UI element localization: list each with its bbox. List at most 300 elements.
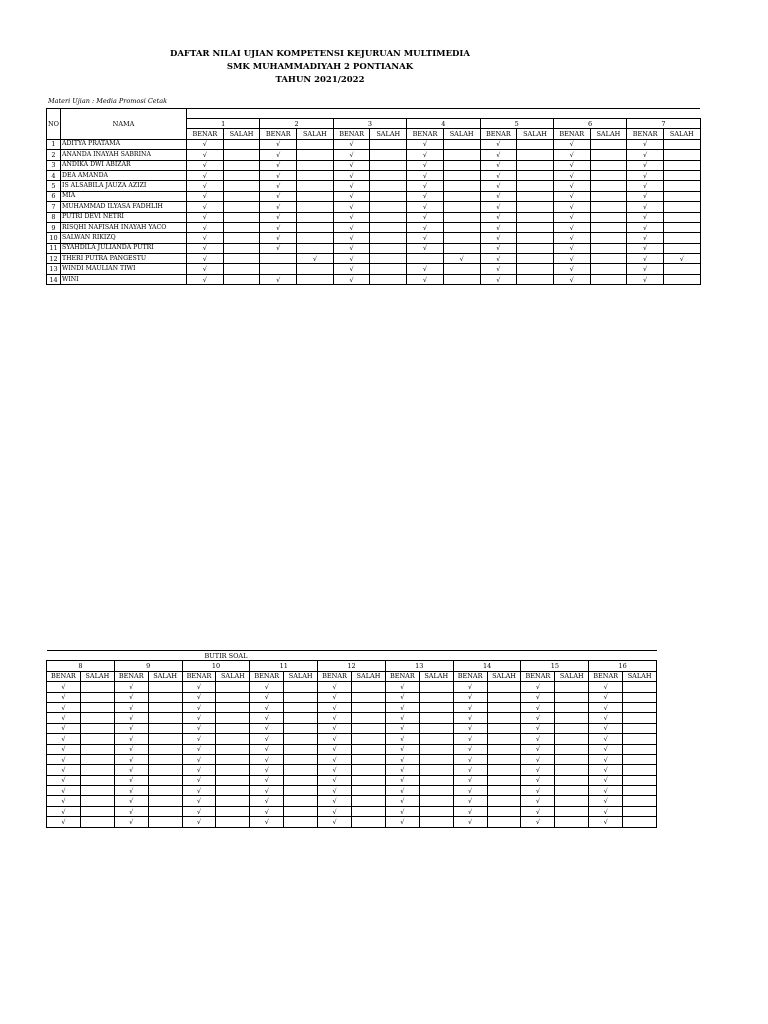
- salah-cell: [223, 243, 260, 253]
- benar-cell: √: [480, 202, 517, 212]
- salah-cell: [223, 160, 260, 170]
- benar-cell: √: [553, 264, 590, 274]
- salah-cell: √: [297, 254, 334, 264]
- benar-cell: √: [114, 692, 148, 702]
- benar-cell: √: [627, 181, 664, 191]
- student-no: 2: [47, 150, 61, 160]
- benar-cell: √: [260, 170, 297, 180]
- salah-cell: [555, 682, 589, 692]
- benar-cell: √: [114, 765, 148, 775]
- salah-cell: [223, 139, 260, 149]
- salah-cell: [216, 786, 250, 796]
- benar-cell: √: [589, 723, 623, 733]
- question-number: 11: [250, 661, 318, 671]
- salah-cell: [216, 796, 250, 806]
- benar-cell: √: [553, 254, 590, 264]
- salah-cell: [370, 222, 407, 232]
- benar-cell: √: [589, 765, 623, 775]
- benar-cell: √: [385, 734, 419, 744]
- salah-cell: [148, 754, 182, 764]
- benar-cell: √: [333, 150, 370, 160]
- benar-cell: √: [47, 765, 81, 775]
- salah-cell: [80, 765, 114, 775]
- salah-cell: [623, 723, 657, 733]
- salah-cell: [223, 254, 260, 264]
- benar-cell: √: [114, 786, 148, 796]
- student-no: 1: [47, 139, 61, 149]
- benar-cell: √: [114, 713, 148, 723]
- salah-cell: [216, 806, 250, 816]
- salah-cell: [80, 744, 114, 754]
- salah-cell: [80, 682, 114, 692]
- benar-cell: √: [333, 181, 370, 191]
- salah-cell: [297, 274, 334, 284]
- benar-header: BENAR: [521, 671, 555, 681]
- benar-cell: √: [385, 702, 419, 712]
- salah-cell: [663, 202, 700, 212]
- salah-cell: [419, 806, 453, 816]
- salah-cell: [487, 744, 521, 754]
- benar-cell: √: [187, 233, 224, 243]
- benar-cell: √: [318, 775, 352, 785]
- benar-cell: √: [627, 191, 664, 201]
- benar-cell: √: [521, 786, 555, 796]
- salah-cell: [487, 692, 521, 702]
- table-row: [47, 254, 701, 264]
- salah-header: SALAH: [297, 129, 334, 139]
- table-row: [47, 702, 657, 712]
- salah-cell: [555, 702, 589, 712]
- benar-cell: √: [182, 806, 216, 816]
- benar-cell: √: [407, 243, 444, 253]
- benar-cell: √: [114, 682, 148, 692]
- benar-cell: √: [250, 817, 284, 827]
- question-number: 14: [453, 661, 521, 671]
- benar-cell: √: [385, 806, 419, 816]
- salah-cell: [487, 682, 521, 692]
- salah-cell: [443, 233, 480, 243]
- table-row: [47, 243, 701, 253]
- salah-cell: [590, 202, 627, 212]
- student-name: MUHAMMAD ILYASA FADHLIH: [61, 202, 187, 212]
- benar-cell: √: [553, 191, 590, 201]
- benar-cell: √: [318, 744, 352, 754]
- salah-cell: [148, 692, 182, 702]
- salah-header: SALAH: [216, 671, 250, 681]
- question-number: 16: [589, 661, 657, 671]
- student-no: 7: [47, 202, 61, 212]
- salah-cell: [148, 786, 182, 796]
- exam-subject: Materi Ujian : Media Promosi Cetak: [48, 97, 168, 105]
- salah-cell: [419, 786, 453, 796]
- benar-cell: √: [182, 682, 216, 692]
- salah-cell: [148, 723, 182, 733]
- benar-cell: √: [521, 775, 555, 785]
- salah-cell: [148, 765, 182, 775]
- student-name: DEA AMANDA: [61, 170, 187, 180]
- benar-cell: √: [114, 775, 148, 785]
- benar-cell: √: [318, 765, 352, 775]
- benar-cell: √: [114, 796, 148, 806]
- benar-cell: √: [627, 222, 664, 232]
- salah-cell: √: [663, 254, 700, 264]
- benar-cell: √: [453, 765, 487, 775]
- benar-cell: √: [407, 150, 444, 160]
- benar-cell: √: [627, 170, 664, 180]
- benar-cell: √: [182, 692, 216, 702]
- benar-cell: √: [385, 765, 419, 775]
- benar-cell: √: [480, 170, 517, 180]
- benar-cell: √: [250, 744, 284, 754]
- benar-cell: √: [521, 682, 555, 692]
- salah-header: SALAH: [352, 671, 386, 681]
- benar-cell: √: [250, 682, 284, 692]
- benar-cell: √: [47, 786, 81, 796]
- salah-cell: [352, 754, 386, 764]
- salah-cell: [223, 202, 260, 212]
- benar-cell: √: [521, 754, 555, 764]
- benar-header: BENAR: [260, 129, 297, 139]
- benar-cell: √: [333, 170, 370, 180]
- benar-cell: √: [407, 160, 444, 170]
- salah-cell: [623, 817, 657, 827]
- benar-cell: √: [385, 692, 419, 702]
- salah-cell: [297, 170, 334, 180]
- benar-cell: √: [627, 274, 664, 284]
- salah-cell: [517, 160, 554, 170]
- benar-header: BENAR: [627, 129, 664, 139]
- salah-cell: [284, 692, 318, 702]
- salah-cell: [370, 139, 407, 149]
- salah-cell: [517, 191, 554, 201]
- table-row: [47, 806, 657, 816]
- question-number: 12: [318, 661, 386, 671]
- salah-cell: [223, 150, 260, 160]
- salah-cell: [419, 765, 453, 775]
- benar-cell: √: [318, 692, 352, 702]
- benar-cell: √: [627, 139, 664, 149]
- benar-cell: √: [553, 181, 590, 191]
- table-row: [47, 765, 657, 775]
- benar-header: BENAR: [333, 129, 370, 139]
- salah-cell: [148, 713, 182, 723]
- salah-cell: [517, 150, 554, 160]
- salah-cell: [148, 796, 182, 806]
- benar-cell: √: [260, 202, 297, 212]
- benar-cell: √: [553, 150, 590, 160]
- salah-cell: [297, 202, 334, 212]
- benar-cell: √: [480, 274, 517, 284]
- salah-cell: [370, 233, 407, 243]
- salah-cell: [297, 243, 334, 253]
- salah-cell: [419, 692, 453, 702]
- benar-cell: √: [480, 139, 517, 149]
- salah-cell: [443, 160, 480, 170]
- salah-cell: [216, 734, 250, 744]
- benar-cell: √: [453, 786, 487, 796]
- benar-cell: √: [187, 191, 224, 201]
- salah-cell: [223, 191, 260, 201]
- school-name: SMK MUHAMMADIYAH 2 PONTIANAK: [226, 62, 414, 72]
- benar-cell: √: [47, 713, 81, 723]
- benar-cell: √: [318, 754, 352, 764]
- benar-cell: √: [553, 139, 590, 149]
- benar-cell: √: [318, 806, 352, 816]
- benar-cell: √: [453, 692, 487, 702]
- salah-cell: [623, 806, 657, 816]
- salah-cell: [590, 222, 627, 232]
- salah-cell: [370, 150, 407, 160]
- salah-cell: [284, 765, 318, 775]
- salah-cell: [352, 775, 386, 785]
- benar-cell: √: [453, 744, 487, 754]
- benar-cell: √: [260, 191, 297, 201]
- benar-cell: √: [553, 212, 590, 222]
- salah-cell: [216, 744, 250, 754]
- salah-cell: [487, 806, 521, 816]
- student-name: ADITYA PRATAMA: [61, 139, 187, 149]
- benar-cell: √: [333, 191, 370, 201]
- salah-cell: [590, 274, 627, 284]
- student-no: 8: [47, 212, 61, 222]
- salah-cell: [517, 233, 554, 243]
- benar-header: BENAR: [182, 671, 216, 681]
- salah-cell: [297, 181, 334, 191]
- salah-cell: [352, 806, 386, 816]
- benar-cell: √: [589, 734, 623, 744]
- student-name: ANANDA INAYAH SABRINA: [61, 150, 187, 160]
- benar-cell: √: [407, 264, 444, 274]
- benar-cell: √: [480, 181, 517, 191]
- benar-cell: √: [260, 139, 297, 149]
- salah-header: SALAH: [623, 671, 657, 681]
- benar-cell: √: [385, 786, 419, 796]
- salah-cell: [443, 243, 480, 253]
- salah-cell: [487, 723, 521, 733]
- salah-header: SALAH: [487, 671, 521, 681]
- salah-cell: [517, 139, 554, 149]
- benar-cell: √: [182, 765, 216, 775]
- report-year: TAHUN 2021/2022: [275, 75, 365, 85]
- benar-cell: √: [260, 160, 297, 170]
- salah-cell: [223, 170, 260, 180]
- salah-cell: [419, 723, 453, 733]
- benar-cell: √: [553, 274, 590, 284]
- salah-cell: [487, 786, 521, 796]
- salah-cell: [555, 744, 589, 754]
- salah-cell: [223, 233, 260, 243]
- question-number: 13: [385, 661, 453, 671]
- benar-cell: √: [182, 775, 216, 785]
- benar-cell: √: [385, 723, 419, 733]
- table-row: [47, 170, 701, 180]
- salah-cell: [555, 786, 589, 796]
- salah-cell: [284, 744, 318, 754]
- salah-cell: [443, 212, 480, 222]
- benar-cell: √: [407, 222, 444, 232]
- salah-cell: [216, 817, 250, 827]
- benar-header: BENAR: [114, 671, 148, 681]
- benar-header: BENAR: [553, 129, 590, 139]
- salah-cell: [663, 264, 700, 274]
- table-row: [47, 274, 701, 284]
- benar-cell: √: [407, 170, 444, 180]
- salah-cell: [623, 713, 657, 723]
- benar-cell: √: [47, 775, 81, 785]
- benar-cell: √: [318, 734, 352, 744]
- salah-cell: [517, 264, 554, 274]
- benar-cell: [260, 254, 297, 264]
- salah-cell: [284, 786, 318, 796]
- benar-cell: √: [333, 274, 370, 284]
- benar-cell: √: [47, 796, 81, 806]
- benar-cell: √: [182, 702, 216, 712]
- salah-cell: [517, 243, 554, 253]
- benar-cell: √: [318, 786, 352, 796]
- salah-cell: [370, 274, 407, 284]
- benar-cell: [260, 264, 297, 274]
- benar-cell: √: [627, 150, 664, 160]
- benar-cell: √: [260, 212, 297, 222]
- benar-cell: √: [260, 233, 297, 243]
- benar-cell: √: [480, 243, 517, 253]
- salah-cell: [216, 723, 250, 733]
- salah-cell: [623, 786, 657, 796]
- salah-cell: [284, 723, 318, 733]
- salah-cell: [555, 734, 589, 744]
- salah-cell: [555, 765, 589, 775]
- salah-cell: [419, 775, 453, 785]
- table-row: [47, 786, 657, 796]
- question-number: 7: [627, 119, 700, 129]
- benar-header: BENAR: [385, 671, 419, 681]
- salah-cell: [352, 682, 386, 692]
- salah-header: SALAH: [419, 671, 453, 681]
- table-row: [47, 754, 657, 764]
- salah-cell: [487, 796, 521, 806]
- table-row: [47, 160, 701, 170]
- benar-cell: √: [333, 264, 370, 274]
- benar-cell: √: [521, 744, 555, 754]
- student-name: SALWAN RIKIZQ: [61, 233, 187, 243]
- benar-cell: √: [627, 202, 664, 212]
- salah-cell: [590, 181, 627, 191]
- benar-salah-row: [47, 671, 657, 681]
- salah-cell: [623, 734, 657, 744]
- salah-header: SALAH: [80, 671, 114, 681]
- benar-cell: √: [385, 775, 419, 785]
- benar-cell: √: [453, 713, 487, 723]
- score-table-1: [46, 108, 701, 285]
- salah-cell: [623, 754, 657, 764]
- caption-row: [47, 651, 657, 661]
- salah-cell: [590, 243, 627, 253]
- salah-cell: [216, 702, 250, 712]
- benar-cell: √: [187, 150, 224, 160]
- table-row: [47, 692, 657, 702]
- salah-cell: [284, 817, 318, 827]
- benar-cell: √: [250, 796, 284, 806]
- salah-cell: [419, 817, 453, 827]
- salah-cell: [517, 170, 554, 180]
- benar-cell: √: [453, 702, 487, 712]
- salah-cell: [148, 817, 182, 827]
- benar-cell: √: [521, 765, 555, 775]
- salah-cell: [590, 150, 627, 160]
- benar-cell: √: [385, 754, 419, 764]
- question-number: 6: [553, 119, 626, 129]
- benar-cell: √: [480, 222, 517, 232]
- salah-cell: [80, 817, 114, 827]
- salah-cell: [555, 692, 589, 702]
- salah-cell: [370, 160, 407, 170]
- benar-cell: √: [407, 212, 444, 222]
- benar-cell: √: [385, 682, 419, 692]
- salah-cell: [487, 765, 521, 775]
- salah-cell: [370, 212, 407, 222]
- salah-cell: [352, 786, 386, 796]
- benar-cell: √: [480, 191, 517, 201]
- salah-cell: [148, 682, 182, 692]
- benar-cell: √: [318, 713, 352, 723]
- benar-cell: √: [47, 682, 81, 692]
- table-row: [47, 150, 701, 160]
- salah-cell: [623, 702, 657, 712]
- benar-cell: √: [318, 796, 352, 806]
- salah-cell: [590, 212, 627, 222]
- student-name: THERI PUTRA PANGESTU: [61, 254, 187, 264]
- benar-cell: √: [250, 786, 284, 796]
- student-name: WINI: [61, 274, 187, 284]
- student-no: 5: [47, 181, 61, 191]
- salah-cell: [555, 806, 589, 816]
- salah-cell: [517, 212, 554, 222]
- question-number: 15: [521, 661, 589, 671]
- benar-cell: √: [553, 222, 590, 232]
- salah-header: SALAH: [148, 671, 182, 681]
- benar-cell: √: [114, 734, 148, 744]
- salah-cell: [352, 723, 386, 733]
- benar-cell: √: [589, 692, 623, 702]
- salah-cell: [517, 222, 554, 232]
- benar-cell: √: [182, 817, 216, 827]
- benar-cell: √: [521, 817, 555, 827]
- benar-cell: √: [553, 170, 590, 180]
- benar-cell: √: [47, 817, 81, 827]
- score-table-2: [46, 650, 657, 828]
- salah-cell: [663, 139, 700, 149]
- salah-cell: [297, 222, 334, 232]
- salah-cell: [80, 702, 114, 712]
- header-spacer: [187, 109, 701, 119]
- benar-cell: √: [47, 744, 81, 754]
- salah-cell: [370, 264, 407, 274]
- benar-cell: √: [47, 723, 81, 733]
- benar-cell: √: [187, 212, 224, 222]
- salah-cell: [487, 817, 521, 827]
- benar-cell: √: [114, 702, 148, 712]
- benar-cell: √: [182, 713, 216, 723]
- benar-cell: √: [589, 702, 623, 712]
- salah-cell: [590, 254, 627, 264]
- salah-cell: [216, 692, 250, 702]
- benar-cell: √: [114, 744, 148, 754]
- salah-cell: [443, 139, 480, 149]
- benar-cell: √: [407, 202, 444, 212]
- salah-header: SALAH: [555, 671, 589, 681]
- benar-header: BENAR: [47, 671, 81, 681]
- benar-cell: √: [250, 702, 284, 712]
